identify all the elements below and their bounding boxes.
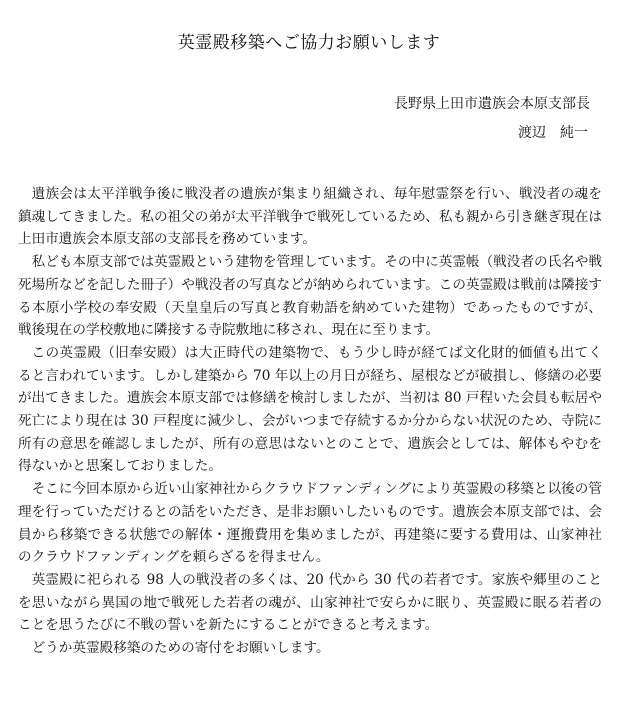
author-organization: 長野県上田市遺族会本原支部長 bbox=[394, 96, 590, 112]
body-paragraph: 遺族会は太平洋戦争後に戦没者の遺族が集まり組織され、毎年慰霊祭を行い、戦没者の魂を鎮魂してきました。私の祖父の弟が太平洋戦争で戦死しているため、私も親から引き継ぎ現在は上田市遺族会本原支部の支部長を務めています。 bbox=[18, 186, 602, 248]
body-paragraph: どうか英霊殿移築のための寄付をお願いします。 bbox=[31, 640, 330, 657]
body-paragraph: そこに今回本原から近い山家神社からクラウドファンディングにより英霊殿の移築と以後の管理を行っていただけるとの話をいただき、是非お願いしたいものです。遺族会本原支部では、会員から移築できる状態での解体・運搬費用を集めましたが、再建築に要する費用は、山家神社のクラウドファンディングを頼らざるを得ません。 bbox=[18, 481, 602, 566]
body-paragraph: 英霊殿に祀られる 98 人の戦没者の多くは、20 代から 30 代の若者です。家族や郷里のことを思いながら異国の地で戦死した若者の魂が、山家神社で安らかに眠り、英霊殿に眠る若者のことを思うたびに不戦の誓いを新たにすることができると考えます。 bbox=[18, 571, 602, 634]
document-title: 英霊殿移築へご協力お願いします bbox=[177, 33, 441, 53]
author-name: 渡辺 純一 bbox=[518, 125, 588, 141]
body-paragraph: この英霊殿（旧奉安殿）は大正時代の建築物で、もう少し時が経てば文化財的価値も出てくると言われています。しかし建築から 70 年以上の月日が経ち、屋根などが破損し、修繕の必要が出てきました。遺族会本原支部では修繕を検討しましたが、当初は 80 戸程いた会員も転居や死亡により現在は 30 戸程度に減少し、会がいつまで存続するか分からない状況のため、寺院に所有の意思を確認しましたが、所有の意思はないとのことで、遺族会としては、解体もやむを得ないかと思案しておりました。 bbox=[18, 344, 602, 475]
author-block bbox=[394, 90, 590, 148]
letter-body bbox=[18, 183, 602, 660]
body-paragraph: 私ども本原支部では英霊殿という建物を管理しています。その中に英霊帳（戦没者の氏名や戦死場所などを記した冊子）や戦没者の写真などが納められています。この英霊殿は戦前は隣接する本原小学校の奉安殿（天皇皇后の写真と教育勅語を納めていた建物）であったものですが、戦後現在の学校敷地に隣接する寺院敷地に移され、現在に至ります。 bbox=[18, 254, 602, 339]
